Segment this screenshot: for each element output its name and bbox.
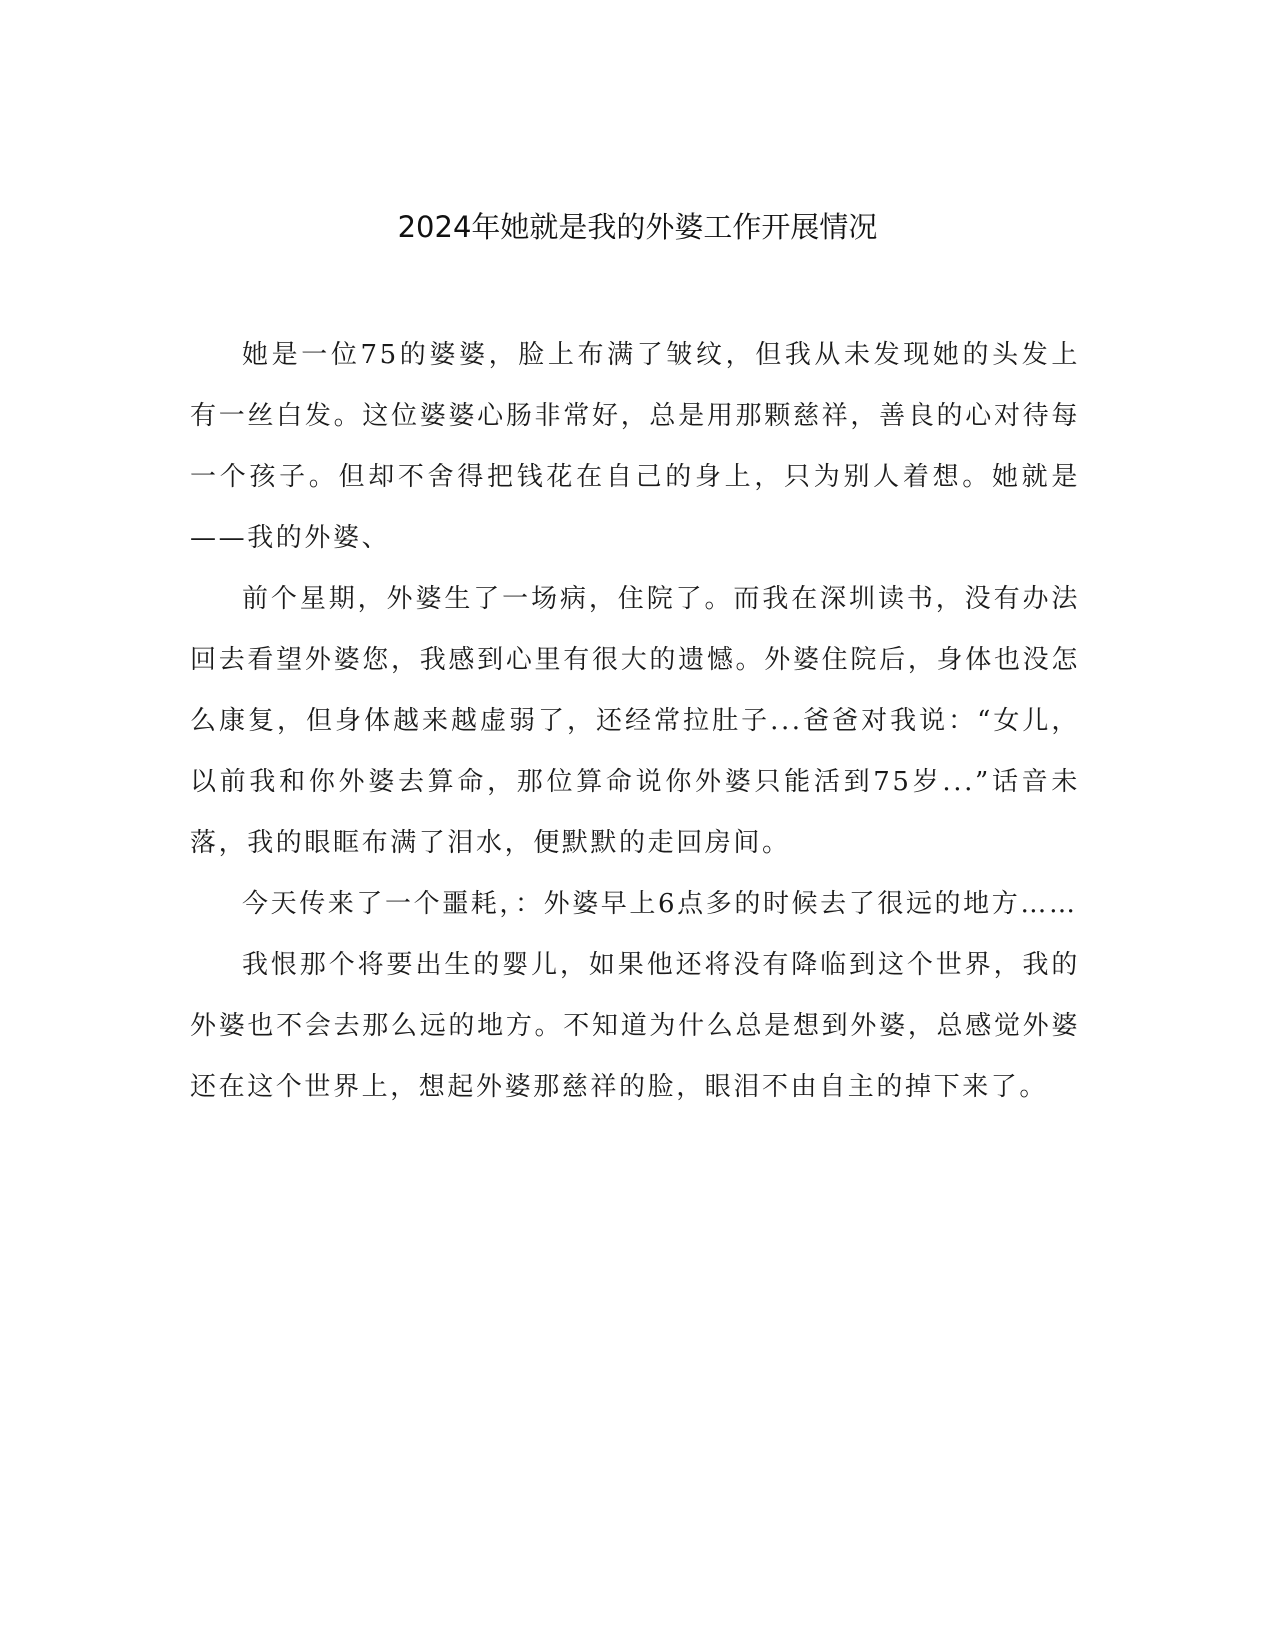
paragraph-3: 今天传来了一个噩耗，：外婆早上6点多的时候去了很远的地方…… [242, 889, 1078, 919]
document-body [190, 325, 1080, 1118]
paragraph-4: 我恨那个将要出生的婴儿，如果他还将没有降临到这个世界，我的外婆也不会去那么远的地方。不知道为什么总是想到外婆，总感觉外婆还在这个世界上，想起外婆那慈祥的脸，眼泪不由自主的掉下来了。 [190, 950, 1080, 1102]
paragraph-2: 前个星期，外婆生了一场病，住院了。而我在深圳读书，没有办法回去看望外婆您，我感到心里有很大的遗憾。外婆住院后，身体也没怎么康复，但身体越来越虚弱了，还经常拉肚子...爸爸对我说：“女儿，以前我和你外婆去算命，那位算命说你外婆只能活到75岁...”话音未落，我的眼眶布满了泪水，便默默的走回房间。 [190, 584, 1080, 858]
paragraph-1: 她是一位75的婆婆，脸上布满了皱纹，但我从未发现她的头发上有一丝白发。这位婆婆心肠非常好，总是用那颗慈祥，善良的心对待每一个孩子。但却不舍得把钱花在自己的身上，只为别人着想。她就是——我的外婆、 [190, 340, 1080, 553]
document-title: 2024年她就是我的外婆工作开展情况 [397, 210, 878, 244]
